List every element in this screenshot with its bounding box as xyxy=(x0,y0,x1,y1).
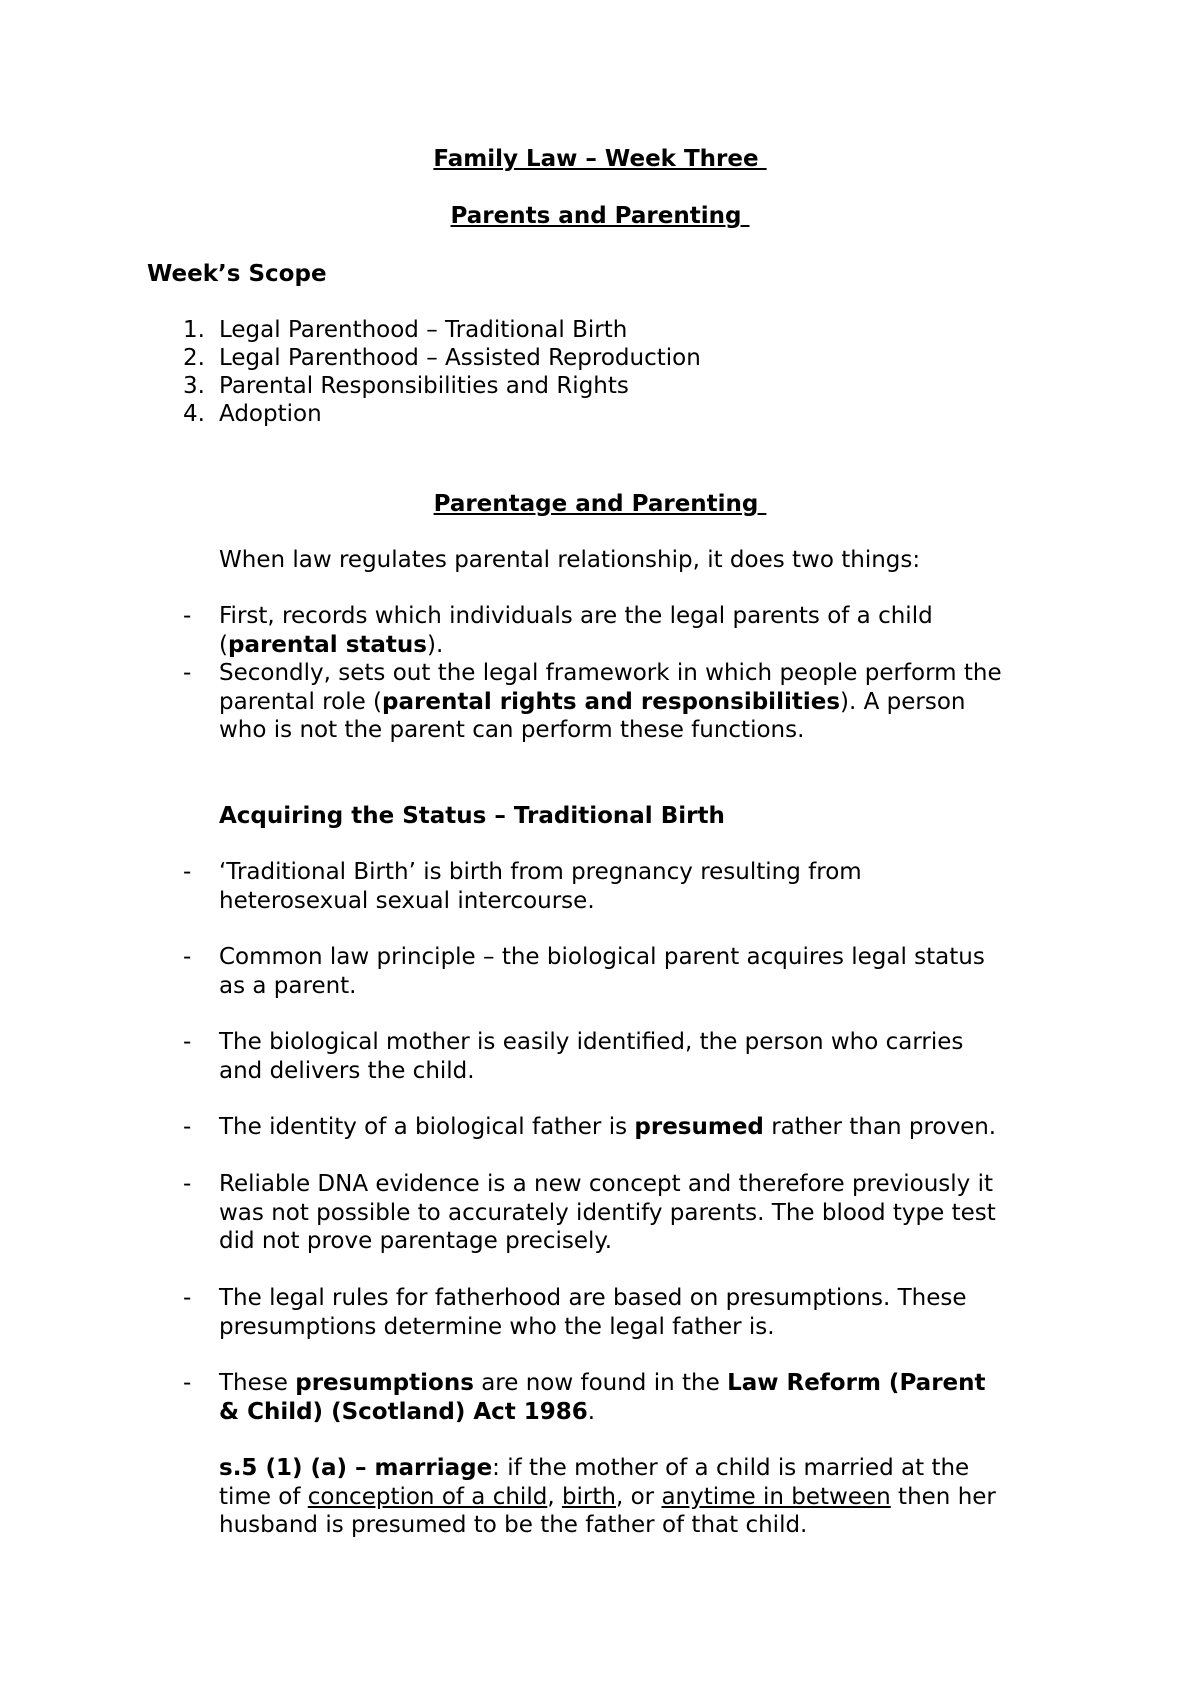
bullet-dash: - xyxy=(183,1114,192,1140)
bullet-dash: - xyxy=(183,944,192,970)
section-intro: When law regulates parental relationship, it does two things: xyxy=(219,547,921,573)
bullet-dash: - xyxy=(183,1171,192,1197)
list-item xyxy=(163,316,701,344)
bullet-biological-father: - The identity of a biological father is presumed rather than proven. xyxy=(183,1114,997,1140)
list-item xyxy=(163,344,701,372)
bullet-dash: - xyxy=(183,660,192,686)
bullet-parental-rights: - Secondly, sets out the legal framework in which people perform the parental role (parental rights and responsibilities). A person who is not the parent can perform these functions. xyxy=(183,660,1002,743)
list-number: 2. xyxy=(183,345,205,371)
list-item xyxy=(163,400,701,428)
list-item-text: Legal Parenthood – Assisted Reproduction xyxy=(219,345,701,371)
bullet-dash: - xyxy=(183,603,192,629)
list-number: 3. xyxy=(183,373,205,399)
bullet-parental-status: - First, records which individuals are the legal parents of a child (parental status). xyxy=(183,603,933,658)
list-number: 4. xyxy=(183,401,205,427)
bullet-dash: - xyxy=(183,1029,192,1055)
section-title-traditional-birth: Acquiring the Status – Traditional Birth xyxy=(219,803,725,829)
bullet-presumptions-act: - These presumptions are now found in the Law Reform (Parent & Child) (Scotland) Act 1986. xyxy=(183,1370,986,1425)
list-number: 1. xyxy=(183,317,205,343)
bullet-fatherhood-rules: - The legal rules for fatherhood are based on presumptions. These presumptions determine who the legal father is. xyxy=(183,1285,967,1340)
bullet-dash: - xyxy=(183,859,192,885)
list-item-text: Adoption xyxy=(219,401,322,427)
list-item-text: Parental Responsibilities and Rights xyxy=(219,373,629,399)
document-subtitle: Parents and Parenting xyxy=(450,203,750,229)
bullet-traditional-birth: - ‘Traditional Birth’ is birth from pregnancy resulting from heterosexual sexual intercourse. xyxy=(183,859,862,914)
list-item-text: Legal Parenthood – Traditional Birth xyxy=(219,317,628,343)
section-title-parentage: Parentage and Parenting xyxy=(433,491,767,517)
section-5-marriage-presumption: s.5 (1) (a) – marriage: if the mother of a child is married at the time of conception of a child, birth, or anytime in between then her husband is presumed to be the father of that child. xyxy=(219,1455,996,1538)
list-item xyxy=(163,372,701,400)
scope-heading: Week’s Scope xyxy=(147,261,327,287)
bullet-dash: - xyxy=(183,1370,192,1396)
scope-list xyxy=(163,316,701,428)
document-title: Family Law – Week Three xyxy=(433,146,767,172)
bullet-dna-evidence: - Reliable DNA evidence is a new concept and therefore previously it was not possible to accurately identify parents. The blood type test did not prove parentage precisely. xyxy=(183,1171,996,1254)
bullet-biological-mother: - The biological mother is easily identified, the person who carries and delivers the child. xyxy=(183,1029,964,1084)
bullet-common-law: - Common law principle – the biological parent acquires legal status as a parent. xyxy=(183,944,985,999)
bullet-dash: - xyxy=(183,1285,192,1311)
